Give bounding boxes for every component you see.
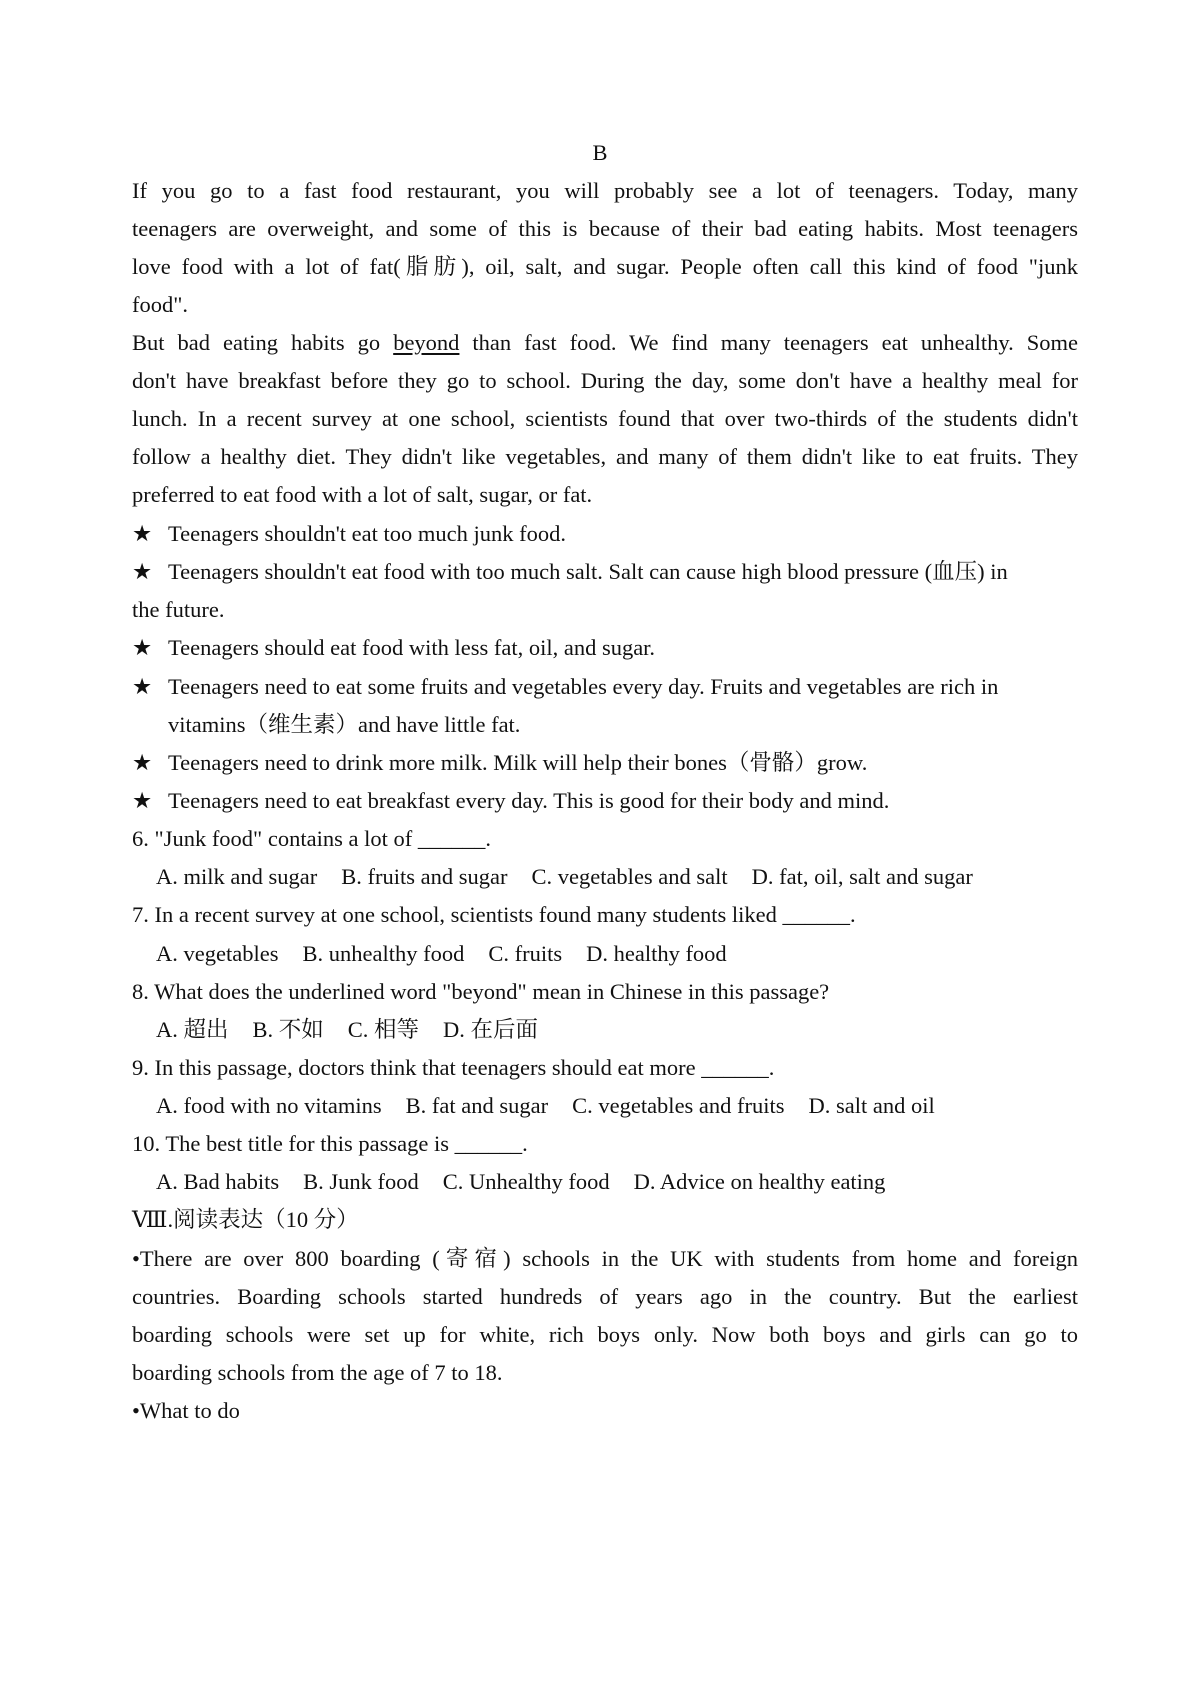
option-a[interactable]: A. food with no vitamins (156, 1093, 382, 1118)
option-d[interactable]: D. fat, oil, salt and sugar (751, 864, 973, 889)
para2-line5: preferred to eat food with a lot of salt, sugar, or fat. (132, 482, 593, 507)
question-9-options (156, 1091, 1078, 1121)
viii-para-line2: countries. Boarding schools started hundreds of years ago in the country. But the earliest (132, 1284, 1078, 1309)
viii-para-line1: •There are over 800 boarding (寄宿) schools in the UK with students from home and foreign (132, 1246, 1078, 1271)
question-9-stem: 9. In this passage, doctors think that teenagers should eat more ______. (132, 1055, 775, 1080)
question-6-options (156, 862, 1078, 892)
option-a[interactable]: A. vegetables (156, 941, 279, 966)
viii-para-line3: boarding schools were set up for white, rich boys only. Now both boys and girls can go to (132, 1322, 1078, 1347)
star-icon: ★ (132, 750, 153, 775)
star-icon: ★ (132, 788, 153, 813)
section-title: B (592, 140, 608, 165)
para1-line1: If you go to a fast food restaurant, you will probably see a lot of teenagers. Today, many (132, 178, 1078, 203)
question-7-options (156, 939, 1078, 969)
star-item-2 (132, 557, 1078, 587)
option-b[interactable]: B. fat and sugar (405, 1093, 549, 1118)
star-item-text: Teenagers need to drink more milk. Milk will help their bones（骨骼）grow. (168, 750, 868, 775)
star-icon: ★ (132, 635, 153, 660)
option-c[interactable]: C. vegetables and fruits (572, 1093, 785, 1118)
star-item-text: Teenagers should eat food with less fat, oil, and sugar. (168, 635, 656, 660)
option-b[interactable]: B. Junk food (303, 1169, 419, 1194)
para2-line1-pre: But bad eating habits go (132, 330, 394, 355)
star-icon: ★ (132, 559, 153, 584)
para2-line1 (132, 328, 1078, 358)
star-item-text: Teenagers shouldn't eat food with too much salt. Salt can cause high blood pressure (血压) in (168, 559, 1008, 584)
star-item-6 (132, 786, 1078, 816)
question-7-stem: 7. In a recent survey at one school, scientists found many students liked ______. (132, 902, 856, 927)
question-6-stem: 6. "Junk food" contains a lot of ______. (132, 826, 491, 851)
section-viii-heading: Ⅷ.阅读表达（10 分） (132, 1207, 359, 1232)
option-b[interactable]: B. 不如 (252, 1017, 324, 1042)
star-item-4 (132, 672, 1078, 702)
star-item-5 (132, 748, 1078, 778)
option-c[interactable]: C. 相等 (347, 1017, 420, 1042)
option-b[interactable]: B. fruits and sugar (341, 864, 508, 889)
star-icon: ★ (132, 521, 153, 546)
option-a[interactable]: A. milk and sugar (156, 864, 318, 889)
para1-line2: teenagers are overweight, and some of this is because of their bad eating habits. Most teenagers (132, 216, 1078, 241)
question-10-stem: 10. The best title for this passage is ______. (132, 1131, 528, 1156)
option-d[interactable]: D. 在后面 (443, 1017, 539, 1042)
star-item-text: Teenagers need to eat some fruits and vegetables every day. Fruits and vegetables are rich in (168, 674, 999, 699)
star-item-1 (132, 519, 1078, 549)
option-c[interactable]: C. Unhealthy food (442, 1169, 610, 1194)
star-item-4-cont: vitamins（维生素）and have little fat. (168, 712, 521, 737)
option-d[interactable]: D. healthy food (586, 941, 727, 966)
option-d[interactable]: D. Advice on healthy eating (633, 1169, 886, 1194)
para1-line4: food". (132, 292, 189, 317)
para2-line3: lunch. In a recent survey at one school, scientists found that over two-thirds of the students didn't (132, 406, 1078, 431)
option-a[interactable]: A. Bad habits (156, 1169, 280, 1194)
option-d[interactable]: D. salt and oil (808, 1093, 935, 1118)
viii-para-line4: boarding schools from the age of 7 to 18. (132, 1360, 503, 1385)
option-b[interactable]: B. unhealthy food (302, 941, 465, 966)
star-item-2-cont: the future. (132, 597, 225, 622)
underlined-word-beyond: beyond (393, 330, 460, 355)
option-a[interactable]: A. 超出 (156, 1017, 229, 1042)
para2-line4: follow a healthy diet. They didn't like vegetables, and many of them didn't like to eat fruits. They (132, 444, 1078, 469)
para2-line2: don't have breakfast before they go to school. During the day, some don't have a healthy meal for (132, 368, 1078, 393)
viii-subheading: •What to do (132, 1398, 240, 1423)
star-item-text: Teenagers need to eat breakfast every day. This is good for their body and mind. (168, 788, 890, 813)
option-c[interactable]: C. fruits (488, 941, 563, 966)
option-c[interactable]: C. vegetables and salt (531, 864, 728, 889)
para1-line3: love food with a lot of fat(脂肪), oil, salt, and sugar. People often call this kind of food "junk (132, 254, 1078, 279)
star-icon: ★ (132, 674, 153, 699)
question-8-stem: 8. What does the underlined word "beyond" mean in Chinese in this passage? (132, 979, 830, 1004)
star-item-3 (132, 633, 1078, 663)
question-8-options (156, 1015, 1078, 1045)
question-10-options (156, 1167, 1078, 1197)
star-item-text: Teenagers shouldn't eat too much junk food. (168, 521, 567, 546)
para2-line1-post: than fast food. We find many teenagers eat unhealthy. Some (459, 330, 1079, 355)
